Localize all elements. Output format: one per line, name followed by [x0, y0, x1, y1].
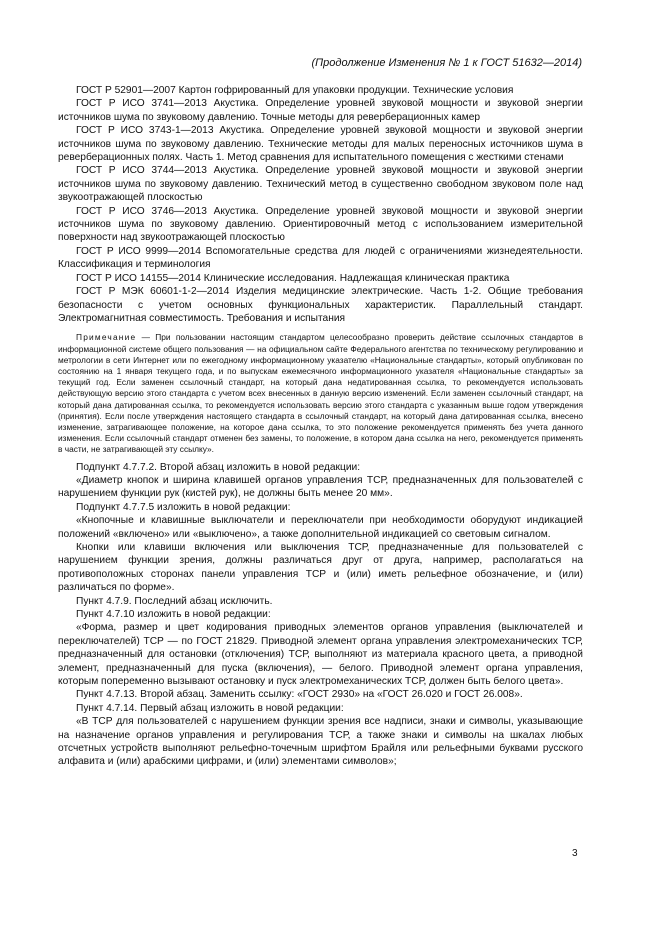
amendment-paragraph: Пункт 4.7.9. Последний абзац исключить. — [76, 595, 273, 607]
page-header: (Продолжение Изменения № 1 к ГОСТ 51632—2014) — [311, 57, 582, 69]
reference-item: ГОСТ Р МЭК 60601-1-2—2014 Изделия медицинские электрические. Часть 1-2. Общие требования безопасности с учетом основных функциональных характеристик. Параллельный стандарт. Электромагнитная совместимость. Требования и испытания — [58, 286, 583, 324]
note-paragraph — [58, 332, 583, 455]
amendment-paragraph: Пункт 4.7.13. Второй абзац. Заменить ссылку: «ГОСТ 2930» на «ГОСТ 26.020 и ГОСТ 26.008». — [76, 689, 523, 701]
amendment-paragraph: «Форма, размер и цвет кодирования приводных элементов органов управления (выключателей и переключателей) ТСР — по ГОСТ 21829. Приводной элемент органа управления электромеханических ТСР, предназначенный для остановки (отключения) ТСР, выполняют из материала красного цвета, а приводной элемент, предназначенный для пуска (включения), — белого. Приводной элемент органа управления, которым попеременно вызывают остановку и пуск электромеханических ТСР, должен быть белого цвета». — [58, 622, 583, 688]
reference-item: ГОСТ Р ИСО 3744—2013 Акустика. Определение уровней звуковой мощности и звуковой энергии источников шума по звуковому давлению. Технический метод в существенно свободном звуковом поле над звукоотражающей плоскостью — [58, 165, 583, 204]
reference-item: ГОСТ Р ИСО 3746—2013 Акустика. Определение уровней звуковой мощности и звуковой энергии источников шума по звуковому давлению. Ориентировочный метод с использованием измерительной поверхности над звукоотражающей плоскостью — [58, 205, 583, 244]
document-body — [58, 84, 583, 769]
page-number: 3 — [572, 848, 578, 859]
amendment-paragraph: Кнопки или клавиши включения или выключения ТСР, предназначенные для пользователей с нарушением функции зрения, должны различаться друг от друга, например, располагаться на противоположных сторонах панели управления ТСР и (или) иметь рельефное обозначение, и (или) различаться по форме». — [58, 541, 583, 594]
note-label: Примечание — [76, 332, 137, 343]
amendment-paragraph: Пункт 4.7.14. Первый абзац изложить в новой редакции: — [76, 702, 344, 714]
reference-item: ГОСТ Р ИСО 14155—2014 Клинические исследования. Надлежащая клиническая практика — [76, 272, 510, 284]
reference-item: ГОСТ Р 52901—2007 Картон гофрированный для упаковки продукции. Технические условия — [76, 85, 514, 96]
amendment-paragraph: «В ТСР для пользователей с нарушением функции зрения все надписи, знаки и символы, указывающие на назначение органов управления и регулирования ТСР, а также знаки и символы на шкалах любых отсчетных устройств выполняют рельефно-точечным шрифтом Брайля или рельефными буквами русского алфавита и (или) арабскими цифрами, и (или) элементами символов»; — [58, 716, 583, 768]
amendment-paragraph: Подпункт 4.7.7.2. Второй абзац изложить в новой редакции: — [76, 461, 361, 473]
amendment-paragraph: «Диаметр кнопок и ширина клавишей органов управления ТСР, предназначенных для пользователей с нарушением функции рук (кистей рук), не должны быть менее 20 мм». — [58, 474, 583, 500]
amendment-paragraph: Пункт 4.7.10 изложить в новой редакции: — [76, 609, 271, 621]
reference-item: ГОСТ Р ИСО 3741—2013 Акустика. Определение уровней звуковой мощности и звуковой энергии источников шума по звуковому давлению. Точные методы для реверберационных камер — [58, 98, 583, 123]
amendment-paragraph: Подпункт 4.7.7.5 изложить в новой редакции: — [76, 501, 291, 513]
note-text: — При пользовании настоящим стандартом целесообразно проверить действие ссылочных стандартов в информационной системе общего пользования — на официальном сайте Федерального агентства по техническому регулированию и метрологии в сети Интернет или по ежегодному информационному указателю «Национальные стандарты», который опубликован по состоянию на 1 января текущего года, и по выпускам ежемесячного информационного указателя «Национальные стандарты» за текущий год. Если заменен ссылочный стандарт, на который дана недатированная ссылка, то рекомендуется использовать действующую версию этого стандарта с учетом всех внесенных в данную версию изменений. Если заменен ссылочный стандарт, на который дана датированная ссылка, то рекомендуется использовать версию этого стандарта с указанным выше годом утверждения (принятия). Если после утверждения настоящего стандарта в ссылочный стандарт, на который дана датированная ссылка, внесено изменение, затрагивающее положение, на которое дана ссылка, то это положение рекомендуется применять без учета данного изменения. Если ссылочный стандарт отменен без замены, то положение, в котором дана ссылка на него, рекомендуется применять в части, не затрагивающей эту ссылку». — [58, 332, 583, 455]
reference-item: ГОСТ Р ИСО 9999—2014 Вспомогательные средства для людей с ограничениями жизнедеятельности. Классификация и терминология — [58, 245, 583, 271]
reference-item: ГОСТ Р ИСО 3743-1—2013 Акустика. Определение уровней звуковой мощности и звуковой энергии источников шума по звуковому давлению. Технические методы для малых переносных источников шума в реверберационных полях. Часть 1. Метод сравнения для испытательного помещения с жесткими стенами — [58, 125, 583, 164]
amendment-paragraph: «Кнопочные и клавишные выключатели и переключатели при необходимости оборудуют индикацией положений «включено» или «выключено», а также дополнительной индикацией со световым сигналом. — [58, 515, 583, 540]
